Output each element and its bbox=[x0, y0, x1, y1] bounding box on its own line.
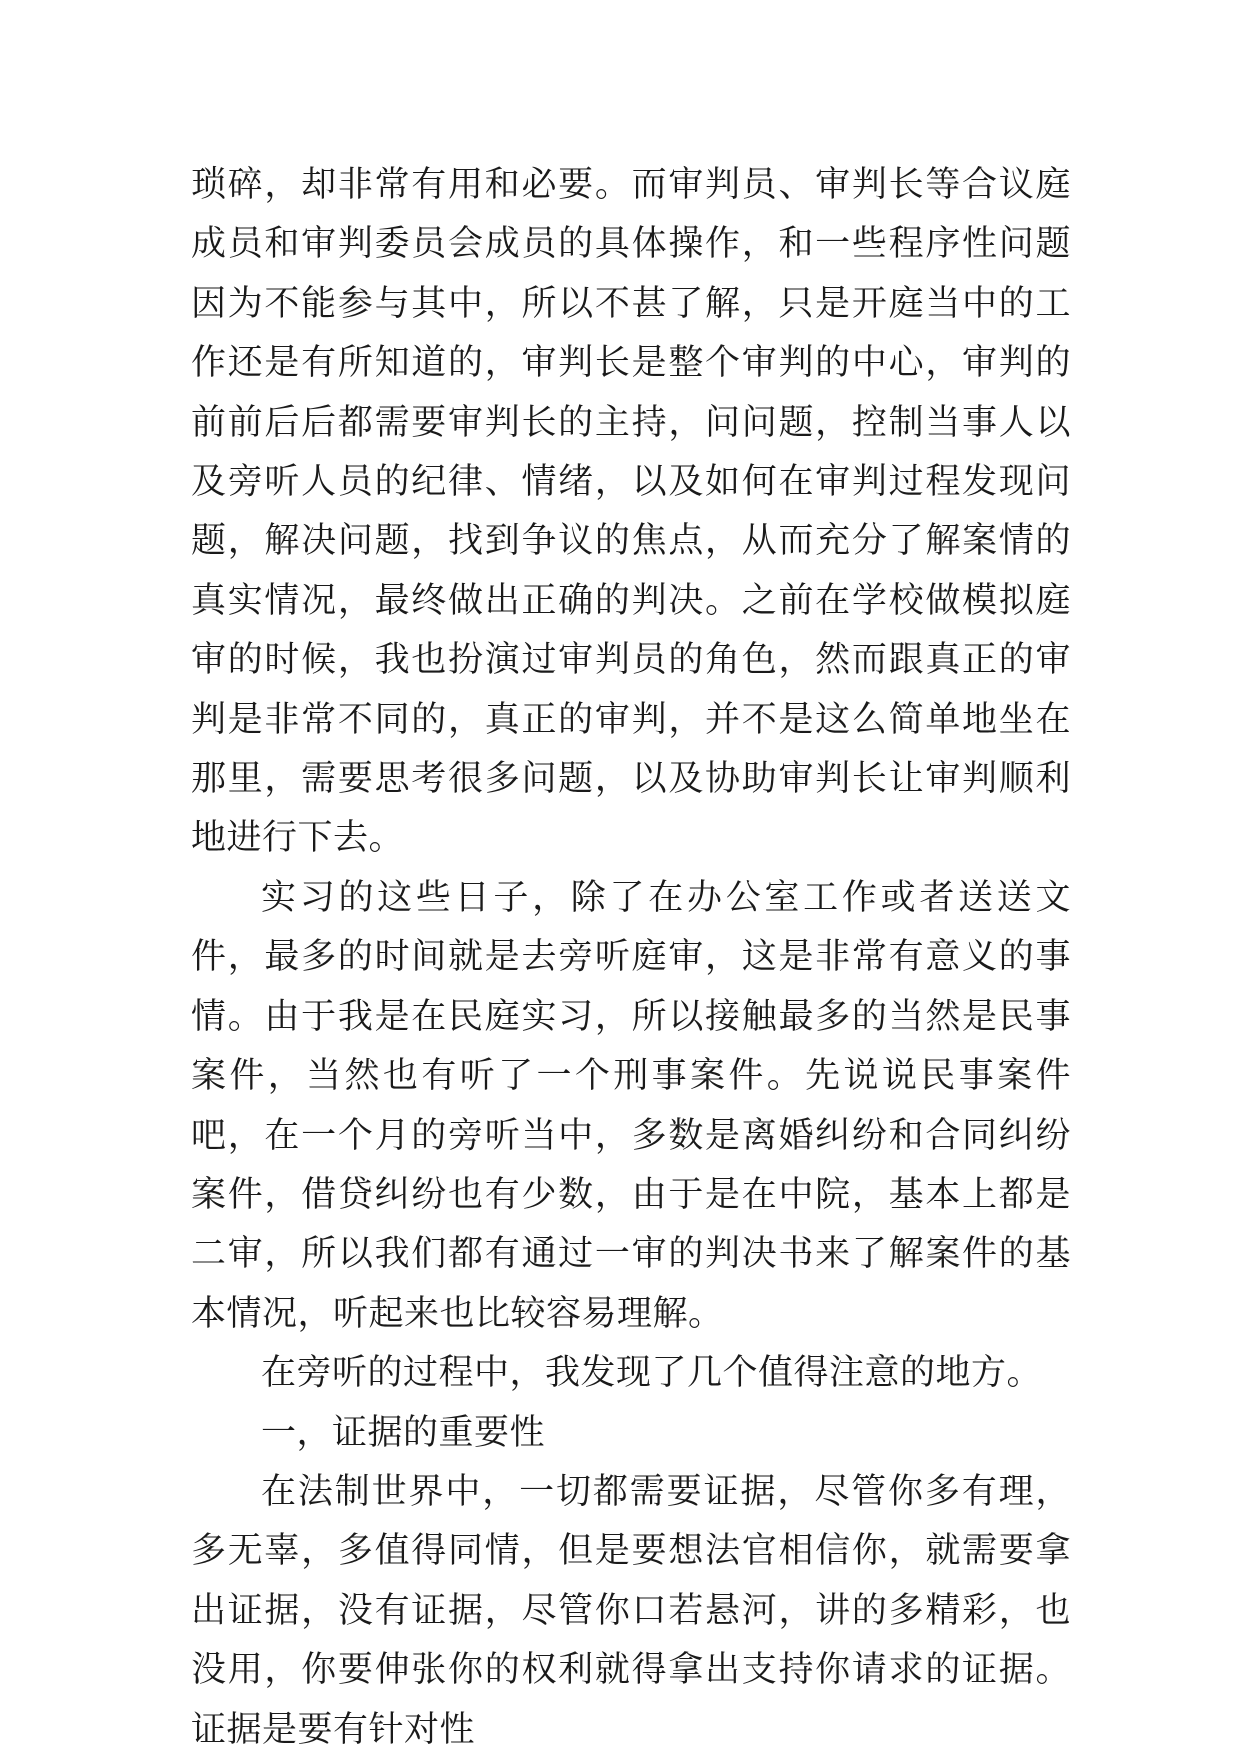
paragraph-1: 琐碎，却非常有用和必要。而审判员、审判长等合议庭成员和审判委员会成员的具体操作，和一些程序性问题因为不能参与其中，所以不甚了解，只是开庭当中的工作还是有所知道的，审判长是整个审判的中心，审判的前前后后都需要审判长的主持，问问题，控制当事人以及旁听人员的纪律、情绪，以及如何在审判过程发现问题，解决问题，找到争议的焦点，从而充分了解案情的真实情况，最终做出正确的判决。之前在学校做模拟庭审的时候，我也扮演过审判员的角色，然而跟真正的审判是非常不同的，真正的审判，并不是这么简单地坐在那里，需要思考很多问题，以及协助审判长让审判顺利地进行下去。 bbox=[191, 165, 1071, 859]
paragraph-2: 实习的这些日子，除了在办公室工作或者送送文件，最多的时间就是去旁听庭审，这是非常有意义的事情。由于我是在民庭实习，所以接触最多的当然是民事案件，当然也有听了一个刑事案件。先说说民事案件吧，在一个月的旁听当中，多数是离婚纠纷和合同纠纷案件，借贷纠纷也有少数，由于是在中院，基本上都是二审，所以我们都有通过一审的判决书来了解案件的基本情况，听起来也比较容易理解。 bbox=[191, 877, 1071, 1334]
section-heading: 一，证据的重要性 bbox=[261, 1412, 546, 1453]
paragraph-3: 在旁听的过程中，我发现了几个值得注意的地方。 bbox=[261, 1353, 1043, 1394]
body-text bbox=[191, 156, 1071, 1760]
paragraph-5: 在法制世界中，一切都需要证据，尽管你多有理，多无辜，多值得同情，但是要想法官相信你，就需要拿出证据，没有证据，尽管你口若悬河，讲的多精彩，也没用，你要伸张你的权利就得拿出支持你请求的证据。证据是要有针对性 bbox=[191, 1471, 1071, 1750]
